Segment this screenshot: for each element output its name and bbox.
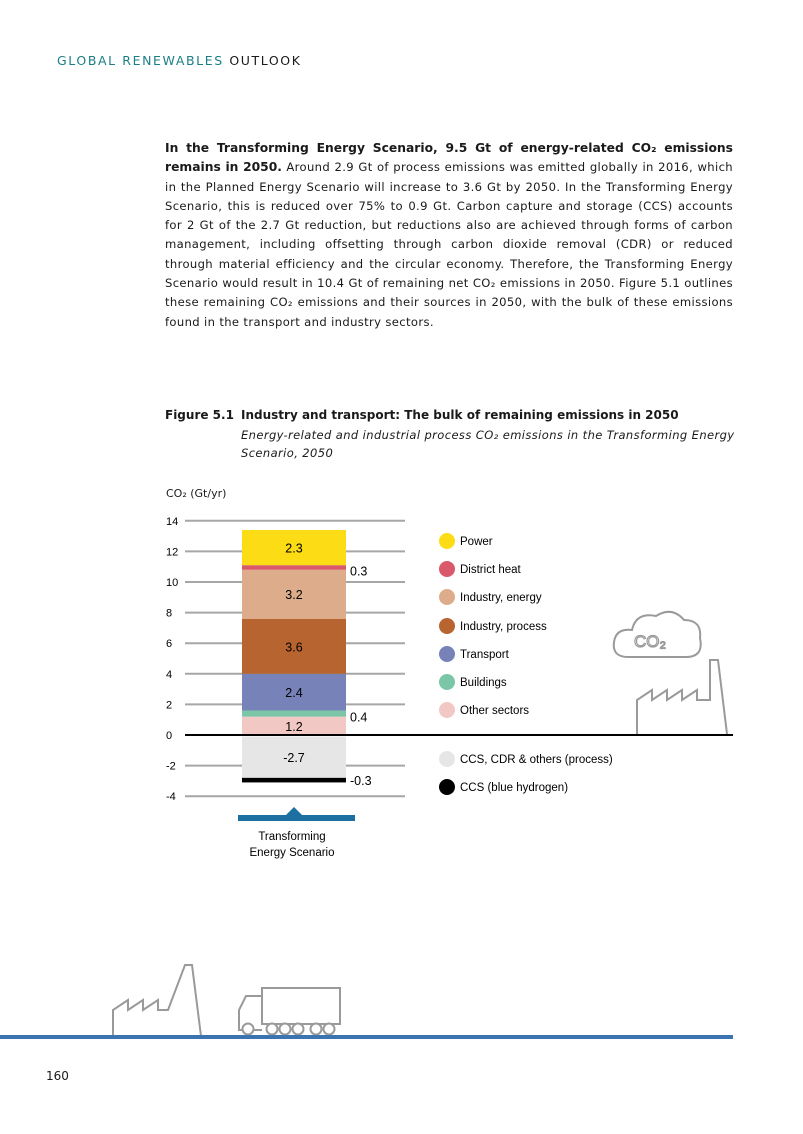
figure-subtitle: Energy-related and industrial process CO₂ emissions in the Transforming Energy Scenario, 2050 bbox=[241, 428, 735, 460]
y-axis-label: CO₂ (Gt/yr) bbox=[166, 487, 227, 500]
y-tick-label: 12 bbox=[166, 546, 179, 559]
y-tick-label: 14 bbox=[166, 515, 179, 528]
legend-label: Industry, process bbox=[460, 621, 547, 633]
data-label: 0.4 bbox=[350, 710, 368, 725]
legend-label: Power bbox=[460, 536, 493, 548]
factory-icon bbox=[637, 660, 727, 734]
y-tick-label: 0 bbox=[166, 730, 173, 742]
truck-icon bbox=[239, 988, 340, 1030]
legend-label: District heat bbox=[460, 564, 521, 576]
category-bracket bbox=[238, 815, 355, 821]
legend-swatch bbox=[439, 751, 455, 767]
page-number: 160 bbox=[46, 1069, 69, 1083]
y-tick-label: -2 bbox=[166, 760, 176, 773]
truck-wheel-icon bbox=[243, 1024, 254, 1035]
bar-segment-8 bbox=[242, 778, 346, 783]
y-tick-label: 2 bbox=[166, 699, 173, 712]
y-tick-label: -4 bbox=[166, 791, 176, 804]
legend-label: CCS, CDR & others (process) bbox=[460, 754, 613, 766]
data-label: -2.7 bbox=[283, 751, 305, 766]
lead-sentence: In the Transforming Energy Scenario, 9.5 Gt of energy-related CO₂ emissions remains in 2050. bbox=[165, 141, 733, 175]
legend-swatch bbox=[439, 674, 455, 690]
figure-number: Figure 5.1 bbox=[165, 408, 234, 422]
data-label: 3.2 bbox=[285, 588, 303, 603]
truck-wheel-icon bbox=[324, 1024, 335, 1035]
legend-label: Other sectors bbox=[460, 705, 530, 717]
y-tick-label: 10 bbox=[166, 577, 179, 589]
legend-swatch bbox=[439, 618, 455, 634]
x-category-label: Energy Scenario bbox=[249, 847, 335, 859]
co2-cloud-text: CO₂ bbox=[634, 632, 667, 651]
bar-segment-1 bbox=[242, 711, 346, 717]
data-label: 3.6 bbox=[285, 640, 303, 655]
data-label: -0.3 bbox=[350, 774, 372, 789]
y-tick-label: 8 bbox=[166, 607, 173, 620]
paragraph-text: Around 2.9 Gt of process emissions was emitted globally in 2016, which in the Planned Energy Scenario will increase to 3.6 Gt by 2050. In the Transforming Energy Scenario, this is reduced over 75% to 0.9 Gt. Carbon capture and storage (CCS) accounts for 2 Gt of the 2.7 Gt reduction, but reductions also are achieved through forms of carbon management, including offsetting through carbon dioxide removal (CDR) or reduced through material efficiency and the circular economy. Therefore, the Transforming Energy Scenario would result in 10.4 Gt of remaining net CO₂ emissions in 2050. Figure 5.1 outlines these remaining CO₂ emissions and their sources in 2050, with the bulk of these emissions found in the transport and industry sectors. bbox=[165, 160, 733, 329]
header-accent: GLOBAL RENEWABLES bbox=[57, 53, 224, 68]
x-category-label: Transforming bbox=[258, 831, 326, 843]
truck-wheel-icon bbox=[311, 1024, 322, 1035]
legend-swatch bbox=[439, 646, 455, 662]
truck-wheel-icon bbox=[293, 1024, 304, 1035]
y-tick-label: 6 bbox=[166, 638, 173, 651]
legend-swatch bbox=[439, 589, 455, 605]
legend-swatch bbox=[439, 779, 455, 795]
legend-swatch bbox=[439, 702, 455, 718]
legend-swatch bbox=[439, 533, 455, 549]
legend-swatch bbox=[439, 561, 455, 577]
y-tick-label: 4 bbox=[166, 668, 173, 681]
truck-wheel-icon bbox=[280, 1024, 291, 1035]
legend-label: Transport bbox=[460, 649, 509, 661]
data-label: 2.3 bbox=[285, 541, 303, 556]
figure-title: Industry and transport: The bulk of remaining emissions in 2050 bbox=[241, 408, 679, 422]
data-label: 2.4 bbox=[285, 686, 303, 701]
legend-label: CCS (blue hydrogen) bbox=[460, 782, 569, 794]
data-label: 0.3 bbox=[350, 564, 368, 579]
bar-segment-5 bbox=[242, 565, 346, 570]
footer-rule bbox=[0, 1035, 733, 1039]
legend-label: Buildings bbox=[460, 677, 507, 689]
category-marker bbox=[286, 807, 302, 815]
legend-label: Industry, energy bbox=[460, 592, 542, 604]
factory-illustration-icon bbox=[113, 965, 201, 1036]
header-rest: OUTLOOK bbox=[229, 53, 302, 68]
truck-wheel-icon bbox=[267, 1024, 278, 1035]
data-label: 1.2 bbox=[285, 719, 303, 734]
